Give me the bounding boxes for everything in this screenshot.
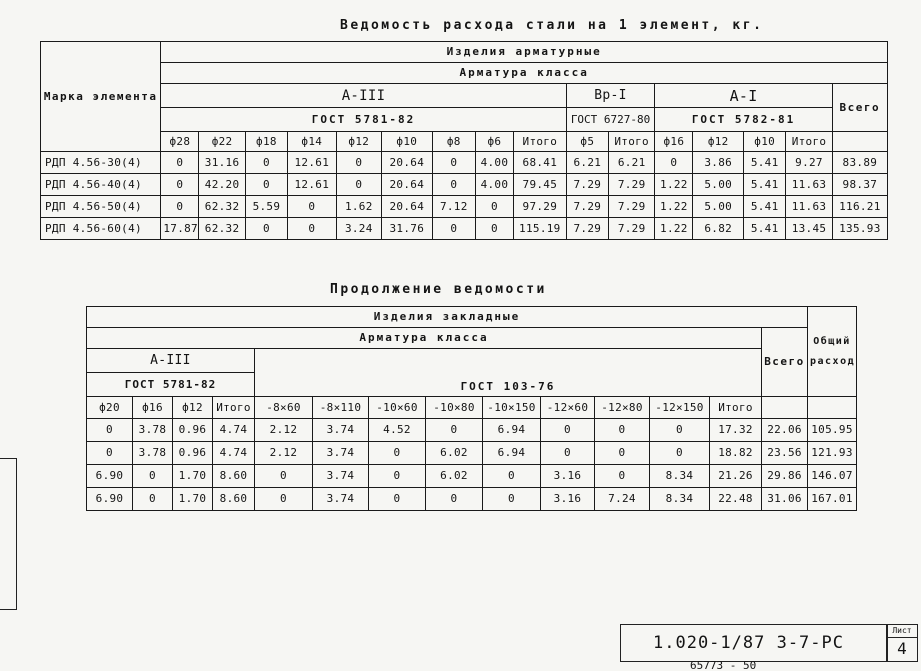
total-header: Всего (832, 84, 887, 132)
value-cell: 6.94 (483, 419, 541, 442)
value-cell: 3.24 (336, 218, 381, 240)
group-header-2: Изделия закладные (87, 307, 808, 328)
value-cell: 12.61 (288, 174, 337, 196)
value-cell: 3.74 (313, 442, 369, 465)
value-cell: 68.41 (513, 152, 566, 174)
mark-cell: РДП 4.56-30(4) (41, 152, 161, 174)
value-cell: 5.00 (693, 174, 744, 196)
total-cell: 23.56 (762, 442, 808, 465)
table-row (87, 488, 857, 511)
value-cell: 0 (541, 442, 595, 465)
table-row (87, 442, 857, 465)
value-cell: 4.74 (213, 442, 255, 465)
value-cell: 0 (432, 218, 475, 240)
col-header: ф20 (87, 397, 133, 419)
value-cell: 0 (161, 174, 199, 196)
value-cell: 2.12 (255, 442, 313, 465)
value-cell: 0 (650, 442, 710, 465)
value-cell: 7.29 (566, 218, 608, 240)
class-a1-header: А-I (655, 84, 832, 108)
sheet-number: 4 (897, 639, 907, 658)
col-header: ф16 (655, 132, 693, 152)
value-cell: 0 (255, 488, 313, 511)
value-cell: 3.16 (541, 488, 595, 511)
col-header: -10×60 (369, 397, 426, 419)
value-cell: 7.29 (566, 174, 608, 196)
col-header: ф12 (693, 132, 744, 152)
value-cell: 0 (595, 419, 650, 442)
value-cell: 0 (161, 196, 199, 218)
value-cell: 1.22 (655, 174, 693, 196)
value-cell: 62.32 (199, 218, 245, 240)
total-header-2: Всего (762, 328, 808, 397)
embedded-items-table (86, 306, 857, 511)
value-cell: 1.70 (173, 488, 213, 511)
value-cell: 4.74 (213, 419, 255, 442)
mark-cell: РДП 4.56-50(4) (41, 196, 161, 218)
total-cell: 31.06 (762, 488, 808, 511)
col-header: Итого (608, 132, 654, 152)
value-cell: 5.41 (744, 174, 786, 196)
value-cell: 97.29 (513, 196, 566, 218)
value-cell: 0.96 (173, 419, 213, 442)
value-cell: 7.29 (608, 174, 654, 196)
value-cell: 0 (541, 419, 595, 442)
value-cell: 20.64 (381, 174, 432, 196)
value-cell: 18.82 (710, 442, 762, 465)
value-cell: 0.96 (173, 442, 213, 465)
col-header: -12×150 (650, 397, 710, 419)
value-cell: 1.62 (336, 196, 381, 218)
value-cell: 0 (369, 442, 426, 465)
value-cell: 7.29 (608, 196, 654, 218)
value-cell: 4.00 (475, 174, 513, 196)
value-cell: 0 (288, 196, 337, 218)
value-cell: 0 (426, 419, 483, 442)
grand-total-cell: 167.01 (808, 488, 857, 511)
total-cell: 29.86 (762, 465, 808, 488)
value-cell: 2.12 (255, 419, 313, 442)
value-cell: 21.26 (710, 465, 762, 488)
value-cell: 5.41 (744, 218, 786, 240)
gost-103-header: ГОСТ 103-76 (255, 349, 762, 397)
grand-total-header: Общий расход (808, 307, 857, 397)
col-header: Итого (513, 132, 566, 152)
value-cell: 0 (483, 465, 541, 488)
value-cell: 0 (595, 442, 650, 465)
value-cell: 0 (595, 465, 650, 488)
value-cell: 3.74 (313, 488, 369, 511)
value-cell: 8.34 (650, 488, 710, 511)
value-cell: 0 (650, 419, 710, 442)
grand-total-cell: 146.07 (808, 465, 857, 488)
gost-a3-header: ГОСТ 5781-82 (161, 108, 566, 132)
value-cell: 0 (369, 488, 426, 511)
column-header-row (41, 132, 888, 152)
col-header: -10×80 (426, 397, 483, 419)
value-cell: 0 (87, 442, 133, 465)
value-cell: 62.32 (199, 196, 245, 218)
column-header-row (87, 397, 857, 419)
value-cell: 0 (475, 218, 513, 240)
sheet-label: Лист (887, 625, 917, 638)
gost-vr1-header: ГОСТ 6727-80 (566, 108, 655, 132)
table-row (87, 465, 857, 488)
value-cell: 3.78 (133, 442, 173, 465)
col-header: ф28 (161, 132, 199, 152)
col-header: ф16 (133, 397, 173, 419)
value-cell: 6.02 (426, 465, 483, 488)
value-cell: 1.22 (655, 218, 693, 240)
grand-total-cell: 121.93 (808, 442, 857, 465)
value-cell: 5.59 (245, 196, 287, 218)
value-cell: 0 (245, 174, 287, 196)
value-cell: 0 (483, 488, 541, 511)
gost-a1-header: ГОСТ 5782-81 (655, 108, 832, 132)
value-cell: 5.41 (744, 152, 786, 174)
total-cell: 83.89 (832, 152, 887, 174)
table-row (41, 174, 888, 196)
value-cell: 6.94 (483, 442, 541, 465)
value-cell: 0 (432, 152, 475, 174)
frame-left-strip (0, 458, 17, 610)
bottom-partial-text: 65773 - 50 (690, 661, 757, 671)
total-cell: 22.06 (762, 419, 808, 442)
col-header: -12×60 (541, 397, 595, 419)
value-cell: 11.63 (786, 174, 832, 196)
grand-total-cell: 105.95 (808, 419, 857, 442)
value-cell: 6.02 (426, 442, 483, 465)
table-row (41, 218, 888, 240)
value-cell: 0 (87, 419, 133, 442)
title-block (620, 624, 888, 662)
value-cell: 79.45 (513, 174, 566, 196)
value-cell: 17.32 (710, 419, 762, 442)
value-cell: 3.86 (693, 152, 744, 174)
class-a3-header-2: А-III (87, 349, 255, 373)
value-cell: 0 (475, 196, 513, 218)
value-cell: 20.64 (381, 196, 432, 218)
sheet-box (886, 624, 918, 662)
value-cell: 115.19 (513, 218, 566, 240)
col-header: -8×110 (313, 397, 369, 419)
value-cell: 0 (255, 465, 313, 488)
steel-consumption-table (40, 41, 888, 240)
value-cell: 6.21 (608, 152, 654, 174)
value-cell: 7.29 (566, 196, 608, 218)
value-cell: 0 (336, 152, 381, 174)
value-cell: 0 (133, 465, 173, 488)
mark-cell: РДП 4.56-60(4) (41, 218, 161, 240)
value-cell: 20.64 (381, 152, 432, 174)
col-header: ф14 (288, 132, 337, 152)
col-header: ф8 (432, 132, 475, 152)
value-cell: 17.87 (161, 218, 199, 240)
value-cell: 8.34 (650, 465, 710, 488)
col-header: Итого (710, 397, 762, 419)
mark-cell: РДП 4.56-40(4) (41, 174, 161, 196)
group-header: Изделия арматурные (161, 42, 888, 63)
table-row (87, 419, 857, 442)
value-cell: 4.52 (369, 419, 426, 442)
value-cell: 0 (432, 174, 475, 196)
col-header: ф5 (566, 132, 608, 152)
col-header: -8×60 (255, 397, 313, 419)
value-cell: 6.21 (566, 152, 608, 174)
value-cell: 0 (245, 218, 287, 240)
value-cell: 8.60 (213, 465, 255, 488)
page-title: Ведомость расхода стали на 1 элемент, кг. (340, 18, 764, 33)
continuation-title: Продолжение ведомости (330, 282, 547, 297)
value-cell: 0 (426, 488, 483, 511)
value-cell: 0 (336, 174, 381, 196)
gost-a3-header-2: ГОСТ 5781-82 (87, 373, 255, 397)
value-cell: 4.00 (475, 152, 513, 174)
value-cell: 11.63 (786, 196, 832, 218)
col-header: ф12 (173, 397, 213, 419)
col-header: ф18 (245, 132, 287, 152)
value-cell: 42.20 (199, 174, 245, 196)
total-cell: 135.93 (832, 218, 887, 240)
value-cell: 0 (655, 152, 693, 174)
value-cell: 22.48 (710, 488, 762, 511)
value-cell: 0 (161, 152, 199, 174)
col-header: ф22 (199, 132, 245, 152)
col-header: -10×150 (483, 397, 541, 419)
document-code: 1.020-1/87 3-7-РС (653, 633, 844, 653)
value-cell: 3.16 (541, 465, 595, 488)
value-cell: 0 (133, 488, 173, 511)
value-cell: 3.74 (313, 465, 369, 488)
total-cell: 98.37 (832, 174, 887, 196)
col-header: ф12 (336, 132, 381, 152)
value-cell: 13.45 (786, 218, 832, 240)
col-header: Итого (786, 132, 832, 152)
class-a3-header: А-III (161, 84, 566, 108)
value-cell: 1.22 (655, 196, 693, 218)
total-col-empty (832, 132, 887, 152)
value-cell: 8.60 (213, 488, 255, 511)
class-header-2: Арматура класса (87, 328, 762, 349)
value-cell: 6.82 (693, 218, 744, 240)
value-cell: 5.00 (693, 196, 744, 218)
value-cell: 0 (245, 152, 287, 174)
col-header: ф10 (744, 132, 786, 152)
col-header: ф10 (381, 132, 432, 152)
value-cell: 6.90 (87, 465, 133, 488)
value-cell: 9.27 (786, 152, 832, 174)
class-vr1-header: Вр-I (566, 84, 655, 108)
value-cell: 31.16 (199, 152, 245, 174)
total-col-empty (762, 397, 808, 419)
total-cell: 116.21 (832, 196, 887, 218)
value-cell: 6.90 (87, 488, 133, 511)
value-cell: 0 (288, 218, 337, 240)
value-cell: 5.41 (744, 196, 786, 218)
value-cell: 31.76 (381, 218, 432, 240)
value-cell: 0 (369, 465, 426, 488)
value-cell: 7.12 (432, 196, 475, 218)
value-cell: 12.61 (288, 152, 337, 174)
col-header: -12×80 (595, 397, 650, 419)
col-header: ф6 (475, 132, 513, 152)
value-cell: 7.24 (595, 488, 650, 511)
table-row (41, 196, 888, 218)
value-cell: 7.29 (608, 218, 654, 240)
mark-header: Марка элемента (41, 42, 161, 152)
class-header: Арматура класса (161, 63, 888, 84)
col-header: Итого (213, 397, 255, 419)
value-cell: 3.74 (313, 419, 369, 442)
table-row (41, 152, 888, 174)
value-cell: 3.78 (133, 419, 173, 442)
value-cell: 1.70 (173, 465, 213, 488)
grand-total-col-empty (808, 397, 857, 419)
